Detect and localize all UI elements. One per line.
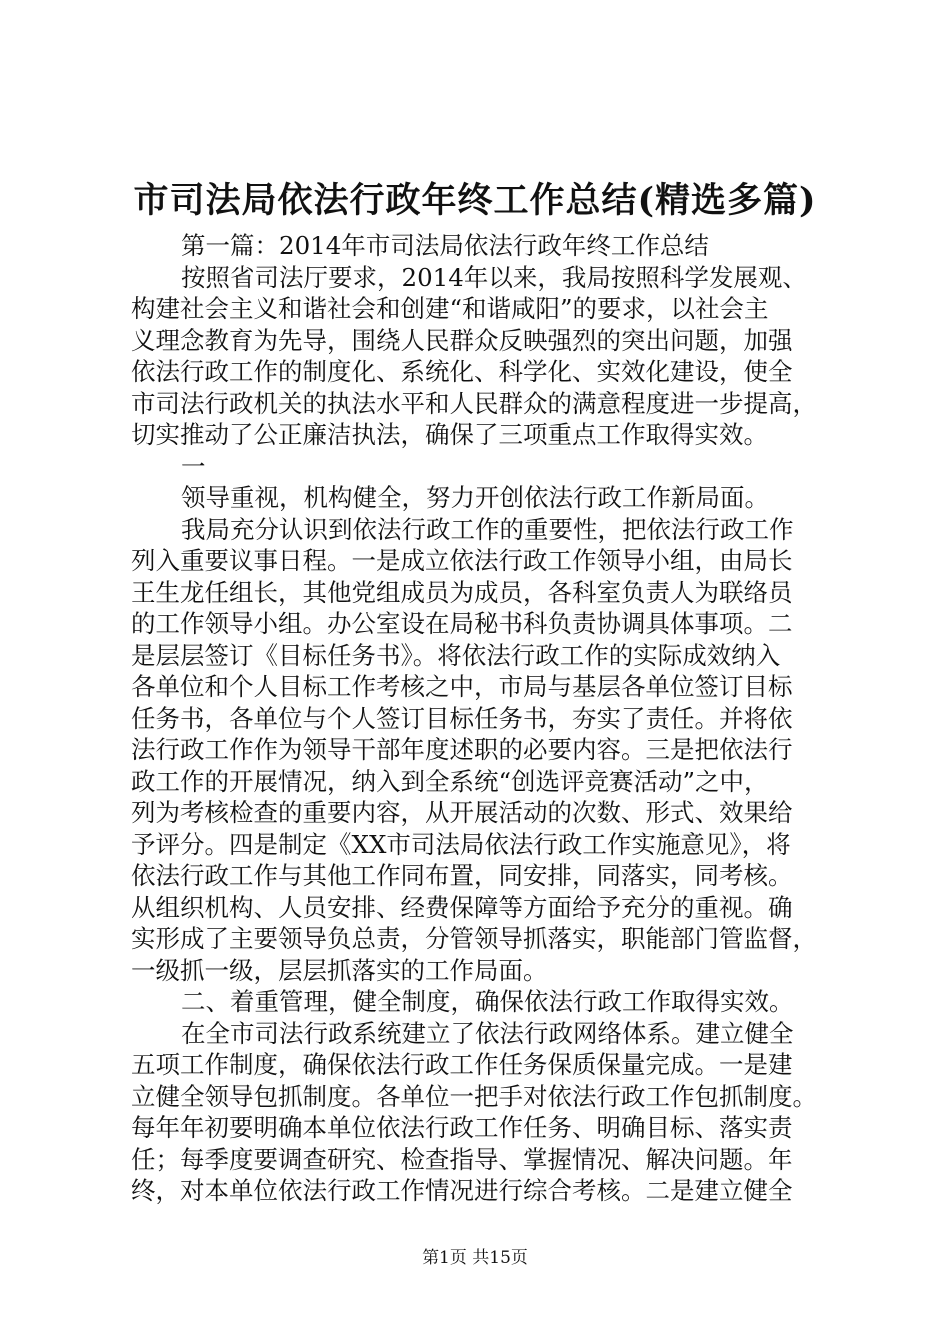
text-line: 每年年初要明确本单位依法行政工作任务、明确目标、落实责 <box>131 1113 793 1142</box>
text-line: 义理念教育为先导，围绕人民群众反映强烈的突出问题，加强 <box>131 325 793 355</box>
text-line: 领导重视，机构健全，努力开创依法行政工作新局面。 <box>181 483 769 512</box>
text-line: 按照省司法厅要求，2014年以来，我局按照科学发展观、 <box>181 262 807 292</box>
text-line: 终，对本单位依法行政工作情况进行综合考核。二是建立健全 <box>131 1176 793 1205</box>
text-line: 各单位和个人目标工作考核之中，市局与基层各单位签订目标 <box>131 672 793 701</box>
document-title: 市司法局依法行政年终工作总结(精选多篇) <box>133 180 817 221</box>
text-line: 切实推动了公正廉洁执法，确保了三项重点工作取得实效。 <box>131 420 768 449</box>
text-line: 列为考核检查的重要内容，从开展活动的次数、形式、效果给 <box>131 798 793 827</box>
text-line: 立健全领导包抓制度。各单位一把手对依法行政工作包抓制度。 <box>131 1081 817 1111</box>
text-line: 任务书，各单位与个人签订目标任务书，夯实了责任。并将依 <box>131 703 793 733</box>
text-line: 任；每季度要调查研究、检查指导、掌握情况、解决问题。年 <box>131 1144 793 1174</box>
text-line: 我局充分认识到依法行政工作的重要性，把依法行政工作 <box>181 514 794 544</box>
text-line: 五项工作制度，确保依法行政工作任务保质保量完成。一是建 <box>131 1050 793 1079</box>
text-line: 是层层签订《目标任务书》。将依法行政工作的实际成效纳入 <box>131 640 781 670</box>
text-line: 王生龙任组长，其他党组成员为成员，各科室负责人为联络员 <box>131 577 793 607</box>
text-line: 二、着重管理，健全制度，确保依法行政工作取得实效。 <box>181 987 794 1016</box>
text-line: 从组织机构、人员安排、经费保障等方面给予充分的重视。确 <box>131 892 793 922</box>
text-line: 依法行政工作的制度化、系统化、科学化、实效化建设，使全 <box>131 357 793 386</box>
text-line: 列入重要议事日程。一是成立依法行政工作领导小组，由局长 <box>131 546 793 575</box>
text-line: 的工作领导小组。办公室设在局秘书科负责协调具体事项。二 <box>131 609 793 638</box>
page-indicator: 第1页 共15页 <box>422 1248 528 1268</box>
text-line: 予评分。四是制定《XX市司法局依法行政工作实施意见》，将 <box>131 829 791 859</box>
text-line: 市司法行政机关的执法水平和人民群众的满意程度进一步提高， <box>131 388 817 418</box>
text-line: 一级抓一级，层层抓落实的工作局面。 <box>131 955 548 985</box>
text-line: 在全市司法行政系统建立了依法行政网络体系。建立健全 <box>181 1018 794 1048</box>
text-line: 政工作的开展情况，纳入到全系统“创选评竞赛活动”之中， <box>131 766 769 796</box>
text-line: 一 <box>181 451 206 481</box>
document-body <box>131 230 851 1207</box>
text-line: 依法行政工作与其他工作同布置，同安排，同落实，同考核。 <box>131 861 793 890</box>
text-line: 构建社会主义和谐社会和创建“和谐咸阳”的要求，以社会主 <box>131 294 769 323</box>
text-line: 实形成了主要领导负总责，分管领导抓落实，职能部门管监督， <box>131 924 817 953</box>
text-line: 第一篇：2014年市司法局依法行政年终工作总结 <box>181 231 709 260</box>
text-line: 法行政工作作为领导干部年度述职的必要内容。三是把依法行 <box>131 735 793 764</box>
